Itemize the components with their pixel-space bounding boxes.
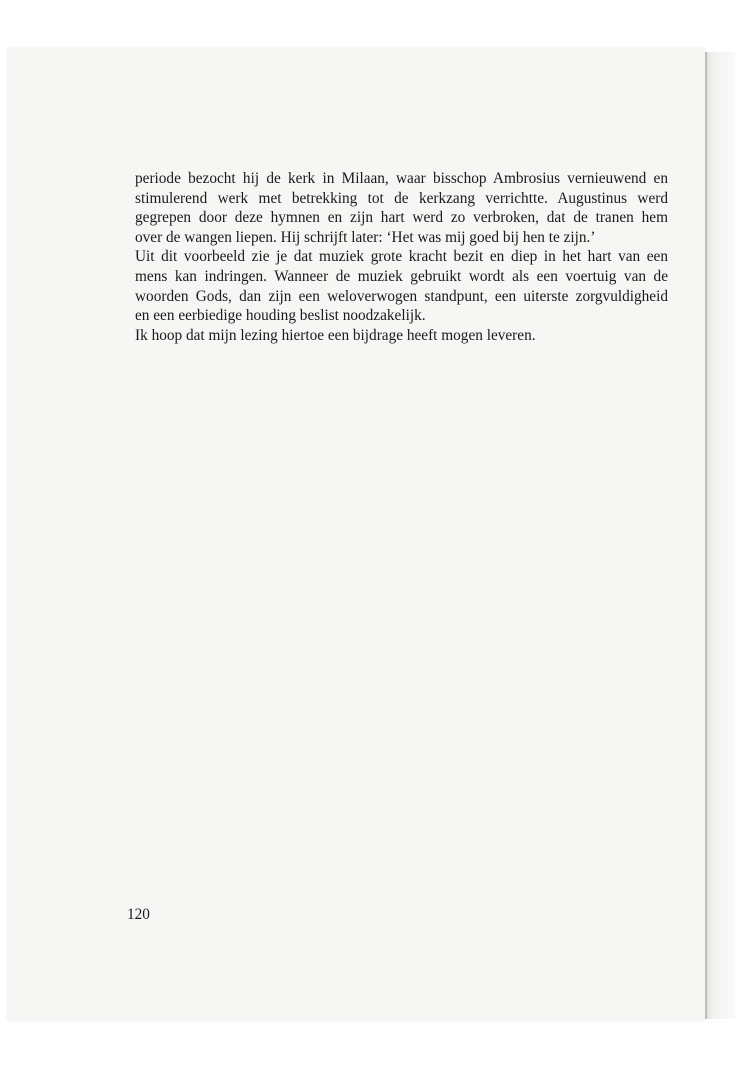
text-line: periode bezocht hij de kerk in Milaan, waar bisschop Ambrosius vernieuwend en [135,170,668,187]
page-edge-shadow [705,52,707,1019]
text-line: en een eerbiedige houding beslist noodzakelijk. [135,307,426,325]
text-line: Ik hoop dat mijn lezing hiertoe een bijdrage heeft mogen leveren. [135,326,536,344]
text-line: stimulerend werk met betrekking tot de kerkzang verrichtte. Augustinus werd [135,189,668,207]
text-line: Uit dit voorbeeld zie je dat muziek grote kracht bezit en diep in het hart van een [135,248,668,266]
page-number: 120 [127,906,150,923]
book-page [7,48,705,1021]
text-line: over de wangen liepen. Hij schrijft later: ‘Het was mij goed bij hen te zijn.’ [135,228,596,246]
page-stack-edge [705,52,735,1019]
body-text [135,169,668,345]
text-line: mens kan indringen. Wanneer de muziek gebruikt wordt als een voertuig van de [135,267,668,285]
text-line: gegrepen door deze hymnen en zijn hart werd zo verbroken, dat de tranen hem [135,209,668,227]
text-line: woorden Gods, dan zijn een weloverwogen standpunt, een uiterste zorgvuldigheid [135,287,668,305]
